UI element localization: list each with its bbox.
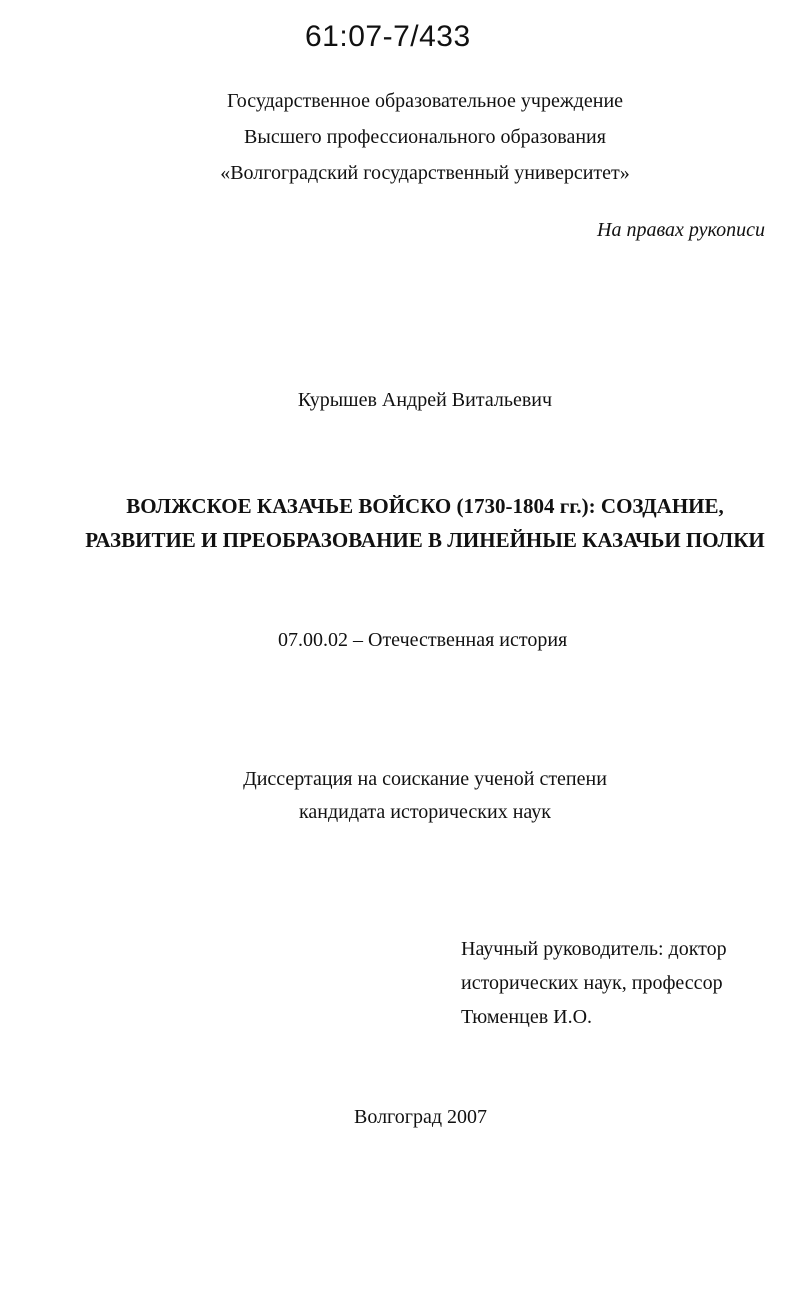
title-line-2: РАЗВИТИЕ И ПРЕОБРАЗОВАНИЕ В ЛИНЕЙНЫЕ КАЗАЧЬИ ПОЛКИ (85, 528, 765, 552)
dissertation-title (0, 489, 798, 557)
institution-line-2: Высшего профессионального образования (244, 126, 606, 148)
city-year: Волгоград 2007 (354, 1106, 488, 1128)
degree-line-1: Диссертация на соискание ученой степени (243, 768, 607, 790)
manuscript-note: На правах рукописи (597, 219, 765, 241)
advisor-line-1: Научный руководитель: доктор (461, 938, 727, 960)
institution-line-1: Государственное образовательное учреждение (226, 90, 624, 112)
specialty-code: 07.00.02 – Отечественная история (278, 629, 568, 651)
degree-line-2: кандидата исторических наук (298, 801, 552, 823)
catalog-number: 61:07-7/433 (305, 20, 471, 53)
advisor-line-2: исторических наук, профессор (461, 972, 723, 994)
scientific-advisor (461, 932, 727, 1034)
advisor-line-3: Тюменцев И.О. (461, 1006, 593, 1028)
institution-line-3: «Волгоградский государственный университет» (220, 162, 630, 184)
degree-statement (0, 763, 798, 829)
author-name: Курышев Андрей Витальевич (297, 389, 553, 411)
institution-block (0, 83, 798, 191)
title-line-1: ВОЛЖСКОЕ КАЗАЧЬЕ ВОЙСКО (1730-1804 гг.): СОЗДАНИЕ, (126, 494, 724, 518)
